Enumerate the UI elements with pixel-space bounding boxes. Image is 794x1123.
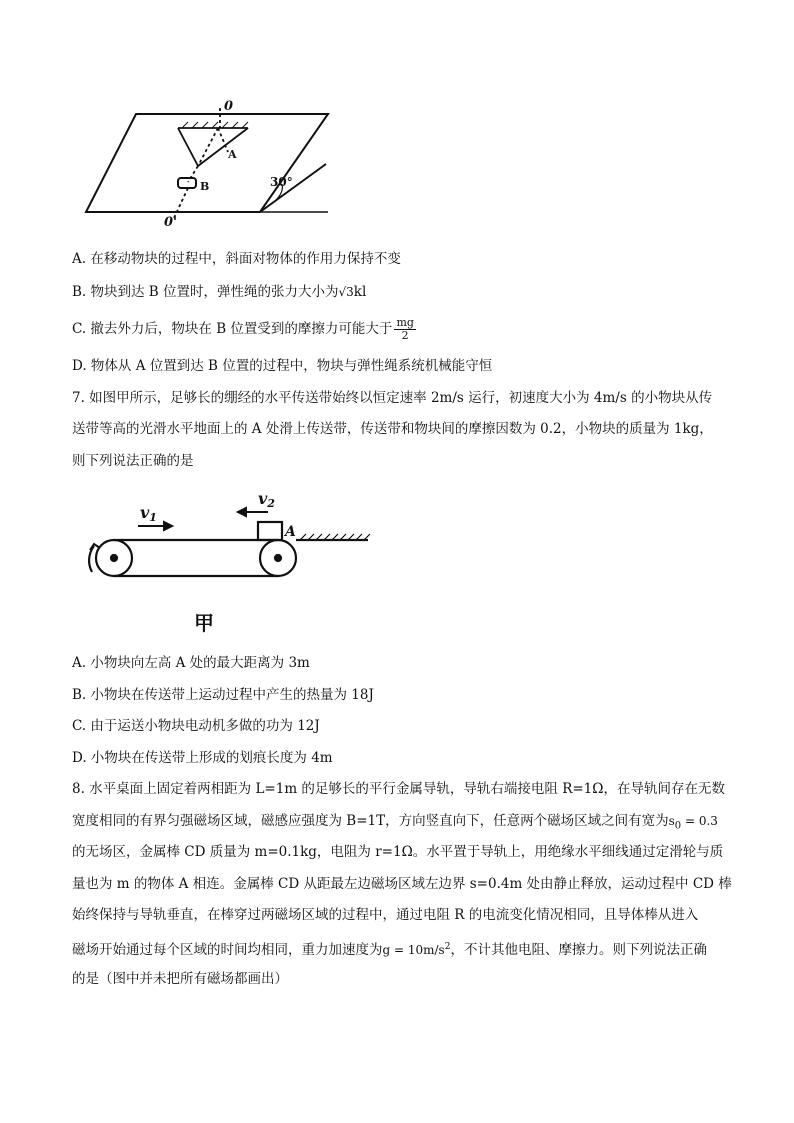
q6-option-c-text: C. 撤去外力后，物块在 B 位置受到的摩擦力可能大于 bbox=[72, 321, 393, 337]
small-block bbox=[258, 522, 282, 540]
label-a: A bbox=[228, 148, 237, 161]
frac-den: 2 bbox=[401, 329, 409, 342]
q8-line-6-text: 磁场开始通过每个区域的时间均相同，重力加速度为 bbox=[72, 942, 383, 958]
q6-option-c bbox=[72, 314, 732, 344]
q8-line-4: 量也为 m 的物体 A 相连。金属棒 CD 从距最左边磁场区域左边界 s=0.4m 处由静止释放，运动过程中 CD 棒 bbox=[72, 876, 732, 892]
sqrt-3: √3 bbox=[338, 285, 354, 299]
rotation-arrow bbox=[89, 546, 94, 572]
q7-line-1: 7. 如图甲所示，足够长的绷经的水平传送带始终以恒定速率 2m/s 运行，初速度大小为 4m/s 的小物块从传 bbox=[72, 390, 713, 406]
q6-option-d: D. 物体从 A 位置到达 B 位置的过程中，物块与弹性绳系统机械能守恒 bbox=[72, 358, 493, 374]
figure-caption: 甲 bbox=[194, 611, 214, 635]
block-b bbox=[178, 178, 196, 188]
v2-label: v2 bbox=[258, 489, 275, 510]
q6-option-a: A. 在移动物块的过程中，斜面对物体的作用力保持不变 bbox=[72, 251, 401, 267]
q7-option-c: C. 由于运送小物块电动机多做的功为 12J bbox=[72, 718, 320, 734]
q7-option-a: A. 小物块向左高 A 处的最大距离为 3m bbox=[72, 655, 310, 671]
q8-line-2 bbox=[72, 812, 732, 835]
q8-line-7: 的是（图中并未把所有磁场都画出） bbox=[72, 971, 288, 987]
label-top: 0 bbox=[224, 100, 234, 114]
q7-line-3: 则下列说法正确的是 bbox=[72, 453, 194, 469]
q8-line-1: 8. 水平桌面上固定着两相距为 L=1m 的足够长的平行金属导轨，导轨右端接电阻 R=1Ω，在导轨间存在无数 bbox=[72, 781, 725, 797]
v2-arrow-head bbox=[238, 508, 246, 516]
angle-label: 30° bbox=[270, 175, 293, 189]
s0-value: $s_0 = 0.3$ bbox=[668, 814, 718, 832]
q6-option-b-text: B. 物块到达 B 位置时，弹性绳的张力大小为 bbox=[72, 284, 339, 300]
incline-figure bbox=[78, 100, 338, 230]
q8-line-3: 的无场区，金属棒 CD 质量为 m=0.1kg，电阻为 r=1Ω。水平置于导轨上，用绝缘水平细线通过定滑轮与质 bbox=[72, 844, 724, 860]
gravity-value: $g = 10m/s^2$ bbox=[382, 942, 451, 957]
conveyor-figure bbox=[78, 488, 378, 638]
label-b: B bbox=[200, 180, 210, 193]
q7-option-d: D. 小物块在传送带上形成的划痕长度为 4m bbox=[72, 750, 333, 766]
q6-option-b bbox=[72, 283, 732, 301]
q8-line-5: 始终保持与导轨垂直，在棒穿过两磁场区域的过程中，通过电阻 R 的电流变化情况相同，且导体棒从进入 bbox=[72, 907, 699, 923]
fraction-mg-2 bbox=[394, 317, 415, 342]
label-a-conveyor: A bbox=[285, 524, 296, 540]
kl: kl bbox=[353, 284, 367, 300]
v1-label: v1 bbox=[140, 503, 157, 524]
frac-num: mg bbox=[396, 316, 414, 329]
hatch-top bbox=[182, 122, 248, 128]
v1-arrow-head bbox=[164, 522, 172, 530]
q8-line-6 bbox=[72, 938, 732, 959]
q8-line-6-post: ，不计其他电阻、摩擦力。则下列说法正确 bbox=[450, 942, 707, 958]
q8-line-2-text: 宽度相同的有界匀强磁场区域，磁感应强度为 B=1T，方向竖直向下，任意两个磁场区域之间有宽为 bbox=[72, 813, 669, 829]
q7-line-2: 送带等高的光滑水平地面上的 A 处滑上传送带，传送带和物块间的摩擦因数为 0.2，小物块的质量为 1kg， bbox=[72, 421, 713, 437]
label-bottom: 0' bbox=[164, 215, 178, 230]
q7-option-b: B. 小物块在传送带上运动过程中产生的热量为 18J bbox=[72, 687, 374, 703]
